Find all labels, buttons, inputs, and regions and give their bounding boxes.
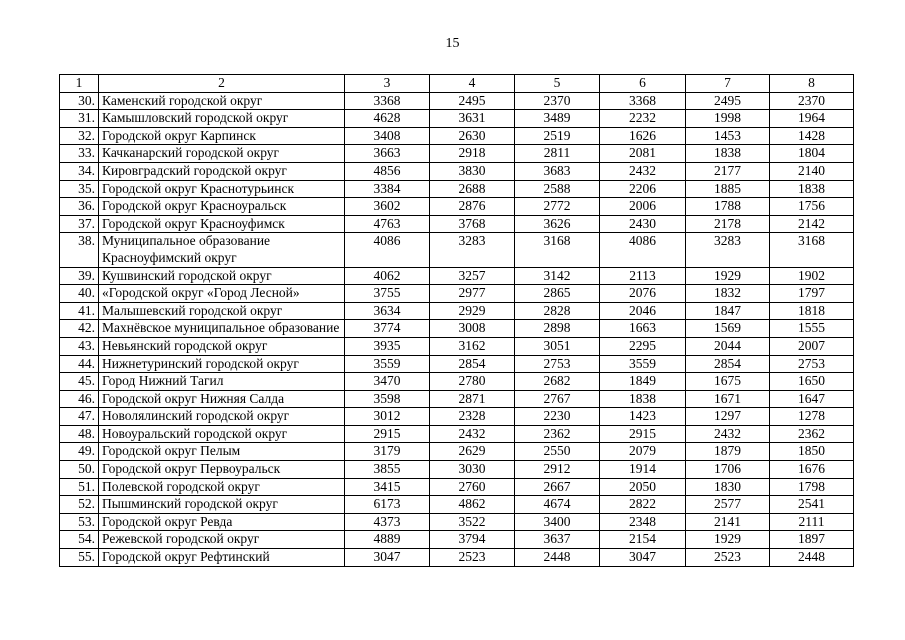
- value-cell-col-5: 3637: [515, 531, 600, 549]
- row-number: 42.: [60, 320, 99, 338]
- value-cell-col-7: 1671: [686, 390, 770, 408]
- value-cell-col-3: 3415: [345, 478, 430, 496]
- value-cell-col-6: 1663: [600, 320, 686, 338]
- row-number: 54.: [60, 531, 99, 549]
- value-cell-col-6: 2348: [600, 513, 686, 531]
- table-row: [60, 478, 854, 496]
- value-cell-col-8: 2541: [770, 496, 854, 514]
- value-cell-col-6: 2079: [600, 443, 686, 461]
- value-cell-col-4: 2432: [430, 425, 515, 443]
- table-row: [60, 267, 854, 285]
- table-row: [60, 127, 854, 145]
- value-cell-col-4: 2780: [430, 373, 515, 391]
- row-number: 37.: [60, 215, 99, 233]
- value-cell-col-7: 2177: [686, 162, 770, 180]
- table-row: [60, 425, 854, 443]
- value-cell-col-7: 1675: [686, 373, 770, 391]
- value-cell-col-4: 2876: [430, 198, 515, 216]
- value-cell-col-4: 2854: [430, 355, 515, 373]
- value-cell-col-5: 2767: [515, 390, 600, 408]
- municipality-name: Городской округ Краснотурьинск: [99, 180, 345, 198]
- value-cell-col-6: 1423: [600, 408, 686, 426]
- municipality-name: Махнёвское муниципальное образование: [99, 320, 345, 338]
- value-cell-col-5: 4674: [515, 496, 600, 514]
- value-cell-col-6: 2113: [600, 267, 686, 285]
- value-cell-col-8: 1897: [770, 531, 854, 549]
- value-cell-col-5: 2667: [515, 478, 600, 496]
- value-cell-col-6: 2081: [600, 145, 686, 163]
- table-row: [60, 355, 854, 373]
- value-cell-col-3: 3774: [345, 320, 430, 338]
- municipality-name: Нижнетуринский городской округ: [99, 355, 345, 373]
- column-header: 4: [430, 75, 515, 93]
- value-cell-col-4: 3794: [430, 531, 515, 549]
- municipality-name: Городской округ Красноуральск: [99, 198, 345, 216]
- table-row: [60, 110, 854, 128]
- value-cell-col-4: 3008: [430, 320, 515, 338]
- value-cell-col-4: 2629: [430, 443, 515, 461]
- municipality-name: Новолялинский городской округ: [99, 408, 345, 426]
- value-cell-col-6: 2076: [600, 285, 686, 303]
- value-cell-col-3: 3470: [345, 373, 430, 391]
- value-cell-col-7: 2044: [686, 337, 770, 355]
- value-cell-col-6: 2430: [600, 215, 686, 233]
- value-cell-col-6: 1914: [600, 461, 686, 479]
- value-cell-col-7: 1453: [686, 127, 770, 145]
- value-cell-col-5: 3142: [515, 267, 600, 285]
- value-cell-col-3: 3935: [345, 337, 430, 355]
- row-number: 34.: [60, 162, 99, 180]
- row-number: 39.: [60, 267, 99, 285]
- column-header: 1: [60, 75, 99, 93]
- column-header: 8: [770, 75, 854, 93]
- value-cell-col-7: 2577: [686, 496, 770, 514]
- value-cell-col-7: 1706: [686, 461, 770, 479]
- value-cell-col-3: 6173: [345, 496, 430, 514]
- value-cell-col-3: 3634: [345, 302, 430, 320]
- value-cell-col-4: 2871: [430, 390, 515, 408]
- value-cell-col-7: 2495: [686, 92, 770, 110]
- value-cell-col-7: 2432: [686, 425, 770, 443]
- value-cell-col-7: 1788: [686, 198, 770, 216]
- table-row: [60, 390, 854, 408]
- municipality-name: Городской округ Красноуфимск: [99, 215, 345, 233]
- value-cell-col-3: 3559: [345, 355, 430, 373]
- value-cell-col-8: 2140: [770, 162, 854, 180]
- table-row: [60, 443, 854, 461]
- value-cell-col-6: 2006: [600, 198, 686, 216]
- value-cell-col-6: 2432: [600, 162, 686, 180]
- column-header: 3: [345, 75, 430, 93]
- table-row: [60, 461, 854, 479]
- row-number: 44.: [60, 355, 99, 373]
- row-number: 47.: [60, 408, 99, 426]
- value-cell-col-4: 2523: [430, 549, 515, 567]
- value-cell-col-7: 2178: [686, 215, 770, 233]
- value-cell-col-8: 2753: [770, 355, 854, 373]
- value-cell-col-8: 2370: [770, 92, 854, 110]
- value-cell-col-8: 1555: [770, 320, 854, 338]
- value-cell-col-5: 2772: [515, 198, 600, 216]
- value-cell-col-8: 2448: [770, 549, 854, 567]
- value-cell-col-5: 2865: [515, 285, 600, 303]
- value-cell-col-7: 2854: [686, 355, 770, 373]
- row-number: 35.: [60, 180, 99, 198]
- row-number: 30.: [60, 92, 99, 110]
- row-number: 49.: [60, 443, 99, 461]
- value-cell-col-7: 1297: [686, 408, 770, 426]
- value-cell-col-5: 2230: [515, 408, 600, 426]
- table-row: [60, 162, 854, 180]
- value-cell-col-4: 3162: [430, 337, 515, 355]
- value-cell-col-8: 1647: [770, 390, 854, 408]
- value-cell-col-8: 2142: [770, 215, 854, 233]
- table-body: [60, 92, 854, 566]
- row-number: 43.: [60, 337, 99, 355]
- value-cell-col-8: 1428: [770, 127, 854, 145]
- row-number: 38.: [60, 233, 99, 267]
- value-cell-col-5: 2811: [515, 145, 600, 163]
- value-cell-col-5: 3489: [515, 110, 600, 128]
- value-cell-col-4: 2977: [430, 285, 515, 303]
- value-cell-col-5: 2588: [515, 180, 600, 198]
- value-cell-col-8: 2111: [770, 513, 854, 531]
- value-cell-col-3: 3598: [345, 390, 430, 408]
- header-row: [60, 75, 854, 93]
- value-cell-col-8: 1850: [770, 443, 854, 461]
- value-cell-col-4: 3030: [430, 461, 515, 479]
- value-cell-col-8: 1902: [770, 267, 854, 285]
- table-row: [60, 215, 854, 233]
- value-cell-col-7: 3283: [686, 233, 770, 267]
- value-cell-col-5: 2682: [515, 373, 600, 391]
- value-cell-col-3: 3047: [345, 549, 430, 567]
- value-cell-col-7: 1838: [686, 145, 770, 163]
- value-cell-col-8: 1756: [770, 198, 854, 216]
- value-cell-col-7: 1885: [686, 180, 770, 198]
- value-cell-col-6: 2154: [600, 531, 686, 549]
- table-row: [60, 513, 854, 531]
- value-cell-col-4: 2918: [430, 145, 515, 163]
- municipality-name: Качканарский городской округ: [99, 145, 345, 163]
- table-row: [60, 549, 854, 567]
- value-cell-col-7: 1929: [686, 267, 770, 285]
- value-cell-col-5: 2550: [515, 443, 600, 461]
- municipality-name: Камышловский городской округ: [99, 110, 345, 128]
- value-cell-col-6: 2050: [600, 478, 686, 496]
- value-cell-col-5: 2519: [515, 127, 600, 145]
- value-cell-col-4: 3631: [430, 110, 515, 128]
- row-number: 41.: [60, 302, 99, 320]
- value-cell-col-4: 2688: [430, 180, 515, 198]
- municipality-name: Кировградский городской округ: [99, 162, 345, 180]
- value-cell-col-3: 3012: [345, 408, 430, 426]
- column-header: 2: [99, 75, 345, 93]
- value-cell-col-4: 3283: [430, 233, 515, 267]
- value-cell-col-5: 3400: [515, 513, 600, 531]
- row-number: 50.: [60, 461, 99, 479]
- value-cell-col-6: 2822: [600, 496, 686, 514]
- column-header: 6: [600, 75, 686, 93]
- municipality-name: Полевской городской округ: [99, 478, 345, 496]
- value-cell-col-6: 1626: [600, 127, 686, 145]
- value-cell-col-5: 2898: [515, 320, 600, 338]
- row-number: 45.: [60, 373, 99, 391]
- municipality-name: «Городской округ «Город Лесной»: [99, 285, 345, 303]
- value-cell-col-6: 2915: [600, 425, 686, 443]
- value-cell-col-7: 1569: [686, 320, 770, 338]
- value-cell-col-5: 3626: [515, 215, 600, 233]
- municipality-name: Кушвинский городской округ: [99, 267, 345, 285]
- table-row: [60, 302, 854, 320]
- value-cell-col-3: 4373: [345, 513, 430, 531]
- row-number: 55.: [60, 549, 99, 567]
- value-cell-col-3: 3755: [345, 285, 430, 303]
- municipality-name: Малышевский городской округ: [99, 302, 345, 320]
- value-cell-col-8: 1804: [770, 145, 854, 163]
- table-row: [60, 408, 854, 426]
- value-cell-col-4: 3768: [430, 215, 515, 233]
- value-cell-col-6: 1838: [600, 390, 686, 408]
- municipality-name: Город Нижний Тагил: [99, 373, 345, 391]
- value-cell-col-5: 2448: [515, 549, 600, 567]
- value-cell-col-8: 2007: [770, 337, 854, 355]
- column-header: 7: [686, 75, 770, 93]
- municipality-name: Городской округ Первоуральск: [99, 461, 345, 479]
- row-number: 33.: [60, 145, 99, 163]
- value-cell-col-8: 1797: [770, 285, 854, 303]
- value-cell-col-7: 1832: [686, 285, 770, 303]
- municipality-name: Невьянский городской округ: [99, 337, 345, 355]
- row-number: 36.: [60, 198, 99, 216]
- value-cell-col-4: 2328: [430, 408, 515, 426]
- municipality-name: Городской округ Карпинск: [99, 127, 345, 145]
- municipality-name: Городской округ Ревда: [99, 513, 345, 531]
- municipality-name: Новоуральский городской округ: [99, 425, 345, 443]
- value-cell-col-5: 3051: [515, 337, 600, 355]
- value-cell-col-8: 1818: [770, 302, 854, 320]
- municipality-name: Режевской городской округ: [99, 531, 345, 549]
- value-cell-col-3: 3855: [345, 461, 430, 479]
- table-row: [60, 92, 854, 110]
- row-number: 48.: [60, 425, 99, 443]
- table-row: [60, 198, 854, 216]
- value-cell-col-3: 3368: [345, 92, 430, 110]
- value-cell-col-5: 2362: [515, 425, 600, 443]
- row-number: 46.: [60, 390, 99, 408]
- value-cell-col-5: 2753: [515, 355, 600, 373]
- value-cell-col-3: 4889: [345, 531, 430, 549]
- municipality-name: Городской округ Нижняя Салда: [99, 390, 345, 408]
- value-cell-col-6: 2295: [600, 337, 686, 355]
- value-cell-col-5: 2828: [515, 302, 600, 320]
- value-cell-col-5: 3683: [515, 162, 600, 180]
- value-cell-col-3: 3602: [345, 198, 430, 216]
- value-cell-col-6: 2206: [600, 180, 686, 198]
- table-row: [60, 531, 854, 549]
- municipality-name: Пышминский городской округ: [99, 496, 345, 514]
- value-cell-col-3: 4763: [345, 215, 430, 233]
- table-row: [60, 320, 854, 338]
- value-cell-col-8: 3168: [770, 233, 854, 267]
- value-cell-col-3: 4062: [345, 267, 430, 285]
- table-row: [60, 285, 854, 303]
- table-row: [60, 496, 854, 514]
- value-cell-col-3: 3663: [345, 145, 430, 163]
- table-row: [60, 145, 854, 163]
- municipality-name: Муниципальное образование Красноуфимский округ: [99, 233, 345, 267]
- value-cell-col-7: 1847: [686, 302, 770, 320]
- value-cell-col-4: 2495: [430, 92, 515, 110]
- value-cell-col-3: 3179: [345, 443, 430, 461]
- value-cell-col-8: 1964: [770, 110, 854, 128]
- value-cell-col-6: 2232: [600, 110, 686, 128]
- value-cell-col-6: 4086: [600, 233, 686, 267]
- table-row: [60, 233, 854, 267]
- value-cell-col-7: 1879: [686, 443, 770, 461]
- value-cell-col-4: 2760: [430, 478, 515, 496]
- value-cell-col-3: 2915: [345, 425, 430, 443]
- value-cell-col-5: 2912: [515, 461, 600, 479]
- table-row: [60, 373, 854, 391]
- value-cell-col-8: 1650: [770, 373, 854, 391]
- value-cell-col-3: 3384: [345, 180, 430, 198]
- row-number: 40.: [60, 285, 99, 303]
- municipality-name: Городской округ Пелым: [99, 443, 345, 461]
- value-cell-col-8: 1838: [770, 180, 854, 198]
- value-cell-col-6: 1849: [600, 373, 686, 391]
- value-cell-col-5: 3168: [515, 233, 600, 267]
- value-cell-col-8: 2362: [770, 425, 854, 443]
- value-cell-col-3: 3408: [345, 127, 430, 145]
- municipality-name: Городской округ Рефтинский: [99, 549, 345, 567]
- value-cell-col-3: 4856: [345, 162, 430, 180]
- value-cell-col-4: 3830: [430, 162, 515, 180]
- municipality-name: Каменский городской округ: [99, 92, 345, 110]
- value-cell-col-4: 3522: [430, 513, 515, 531]
- value-cell-col-4: 4862: [430, 496, 515, 514]
- value-cell-col-7: 1998: [686, 110, 770, 128]
- value-cell-col-4: 3257: [430, 267, 515, 285]
- value-cell-col-7: 2141: [686, 513, 770, 531]
- row-number: 52.: [60, 496, 99, 514]
- value-cell-col-6: 2046: [600, 302, 686, 320]
- value-cell-col-4: 2630: [430, 127, 515, 145]
- table-row: [60, 180, 854, 198]
- value-cell-col-3: 4086: [345, 233, 430, 267]
- data-table: [59, 74, 854, 567]
- value-cell-col-8: 1798: [770, 478, 854, 496]
- value-cell-col-8: 1278: [770, 408, 854, 426]
- value-cell-col-7: 2523: [686, 549, 770, 567]
- column-header: 5: [515, 75, 600, 93]
- value-cell-col-3: 4628: [345, 110, 430, 128]
- row-number: 32.: [60, 127, 99, 145]
- value-cell-col-6: 3559: [600, 355, 686, 373]
- value-cell-col-7: 1929: [686, 531, 770, 549]
- page-number: 15: [445, 36, 460, 51]
- row-number: 53.: [60, 513, 99, 531]
- value-cell-col-8: 1676: [770, 461, 854, 479]
- table-row: [60, 337, 854, 355]
- value-cell-col-6: 3368: [600, 92, 686, 110]
- row-number: 31.: [60, 110, 99, 128]
- value-cell-col-6: 3047: [600, 549, 686, 567]
- row-number: 51.: [60, 478, 99, 496]
- value-cell-col-7: 1830: [686, 478, 770, 496]
- value-cell-col-4: 2929: [430, 302, 515, 320]
- value-cell-col-5: 2370: [515, 92, 600, 110]
